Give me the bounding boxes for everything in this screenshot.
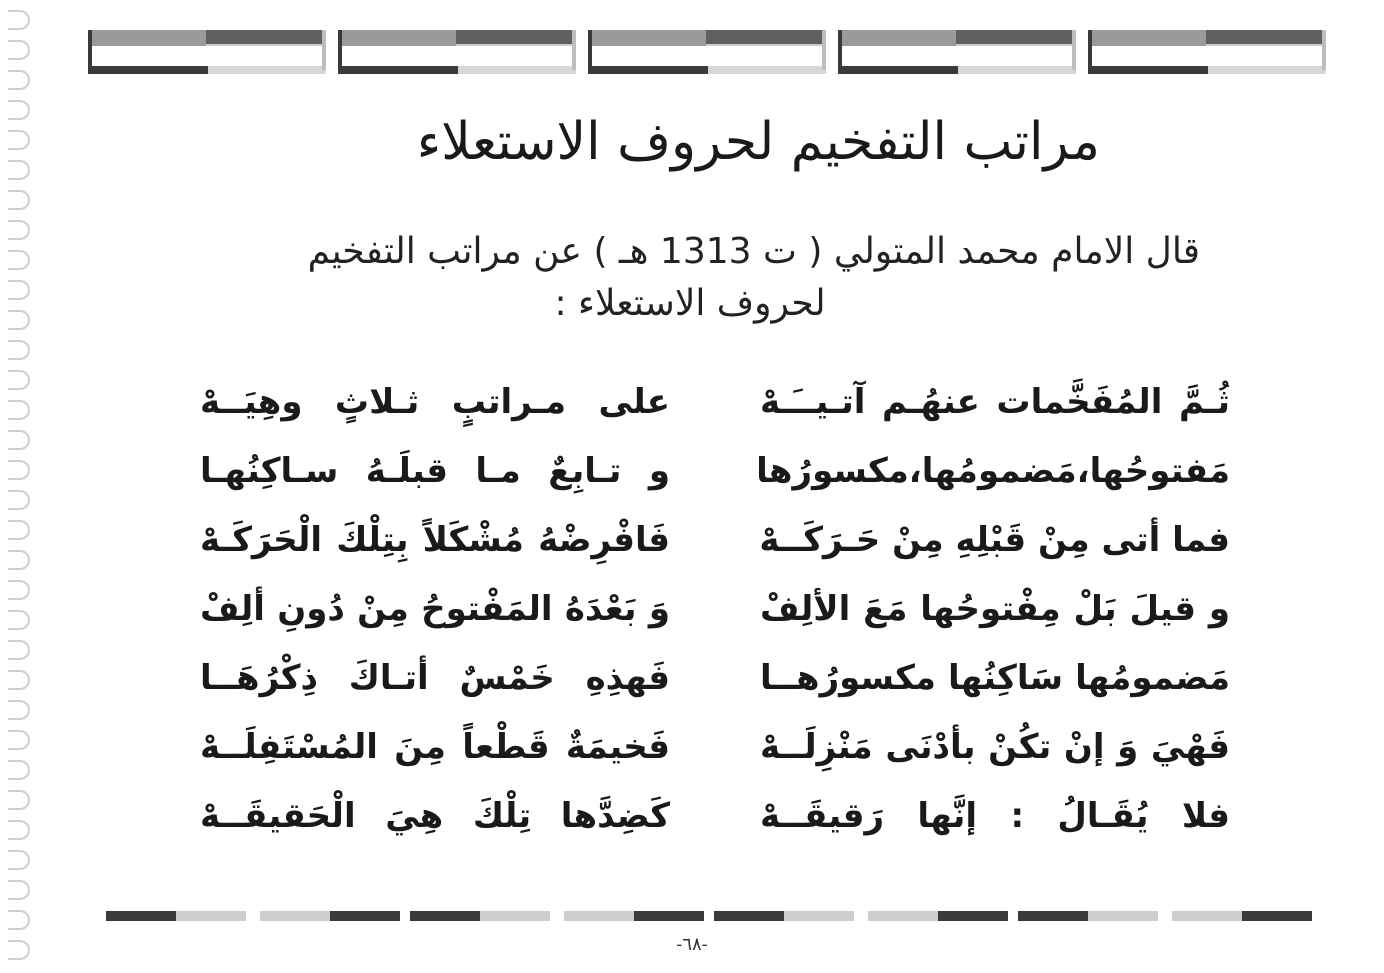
border-frame	[338, 26, 576, 78]
verse-right-7: فلا يُقَـالُ : إنَّها رَقيقَــهْ	[760, 796, 1230, 836]
binding-ring	[8, 100, 30, 120]
binding-ring	[8, 610, 30, 630]
binding-ring	[8, 700, 30, 720]
binding-ring	[8, 670, 30, 690]
border-segment	[1172, 911, 1242, 921]
binding-ring	[8, 40, 30, 60]
verse-left-5: فَهذِهِ خَمْسٌ أتـاكَ ذِكْرُهَــا	[200, 658, 670, 698]
border-segment	[1018, 911, 1088, 921]
intro-text	[220, 226, 1200, 330]
poem-right-column	[756, 368, 1230, 851]
verse-right-6: فَهْيَ وَ إنْ تكُنْ بأدْنَى مَنْزِلَــهْ	[760, 727, 1230, 767]
border-segment	[868, 911, 938, 921]
border-segment	[410, 911, 480, 921]
binding-ring	[8, 190, 30, 210]
border-segment	[176, 911, 246, 921]
spiral-binding	[0, 0, 40, 973]
top-decorative-border	[88, 26, 1332, 78]
binding-ring	[8, 430, 30, 450]
binding-ring	[8, 460, 30, 480]
border-frame	[588, 26, 826, 78]
poem	[200, 368, 1230, 848]
border-segment	[260, 911, 330, 921]
verse-left-2: و تـابِعٌ مـا قبلَـهُ سـاكِنُهـا	[200, 451, 670, 491]
verse-right-5: مَضمومُها سَاكِنُها مكسورُهــا	[760, 658, 1230, 698]
verse-right-3: فما أتى مِنْ قَبْلِهِ مِنْ حَـرَكَــهْ	[759, 520, 1230, 560]
verse-left-7: كَضِدَّها تِلْكَ هِيَ الْحَقيقَــهْ	[200, 796, 670, 836]
bottom-decorative-border	[106, 911, 1312, 925]
binding-ring	[8, 340, 30, 360]
binding-ring	[8, 10, 30, 30]
binding-ring	[8, 790, 30, 810]
page-number: -٦٨-	[676, 934, 708, 955]
binding-ring	[8, 310, 30, 330]
page-title: مراتب التفخيم لحروف الاستعلاء	[416, 112, 1100, 172]
border-segment	[480, 911, 550, 921]
binding-ring	[8, 220, 30, 240]
border-frame	[88, 26, 326, 78]
verse-left-3: فَافْرِضْهُ مُشْكَلاً بِتِلْكَ الْحَرَكَـهْ	[200, 520, 670, 560]
poem-left-column	[200, 368, 670, 851]
verse-right-4: و قيلَ بَلْ مِفْتوحُها مَعَ الألِفْ	[760, 589, 1230, 629]
verse-left-4: وَ بَعْدَهُ المَفْتوحُ مِنْ دُونِ ألِفْ	[200, 589, 670, 629]
border-segment	[784, 911, 854, 921]
intro-line-1: قال الامام محمد المتولي ( ت 1313 هـ ) عن مراتب التفخيم	[307, 231, 1200, 272]
border-segment	[714, 911, 784, 921]
binding-ring	[8, 490, 30, 510]
verse-left-6: فَخيمَةٌ قَطْعاً مِنَ المُسْتَفِلَــهْ	[200, 727, 670, 767]
binding-ring	[8, 70, 30, 90]
binding-ring	[8, 880, 30, 900]
binding-ring	[8, 400, 30, 420]
binding-ring	[8, 580, 30, 600]
border-segment	[634, 911, 704, 921]
binding-ring	[8, 760, 30, 780]
binding-ring	[8, 850, 30, 870]
verse-left-1: على مـراتبٍ ثـلاثٍ وهِيَــهْ	[200, 382, 670, 422]
verse-right-2: مَفتوحُها،مَضمومُها،مكسورُها	[756, 451, 1230, 491]
binding-ring	[8, 640, 30, 660]
binding-ring	[8, 520, 30, 540]
binding-ring	[8, 370, 30, 390]
border-segment	[1242, 911, 1312, 921]
binding-ring	[8, 250, 30, 270]
verse-right-1: ثُـمَّ المُفَخَّمات عنهُـم آتـيــَـهْ	[760, 382, 1230, 422]
binding-ring	[8, 730, 30, 750]
border-segment	[330, 911, 400, 921]
binding-ring	[8, 910, 30, 930]
border-segment	[564, 911, 634, 921]
binding-ring	[8, 550, 30, 570]
intro-line-2: لحروف الاستعلاء :	[554, 283, 826, 324]
border-segment	[106, 911, 176, 921]
binding-ring	[8, 820, 30, 840]
binding-ring	[8, 160, 30, 180]
border-segment	[938, 911, 1008, 921]
border-segment	[1088, 911, 1158, 921]
binding-ring	[8, 280, 30, 300]
border-frame	[838, 26, 1076, 78]
border-frame	[1088, 26, 1326, 78]
binding-ring	[8, 130, 30, 150]
